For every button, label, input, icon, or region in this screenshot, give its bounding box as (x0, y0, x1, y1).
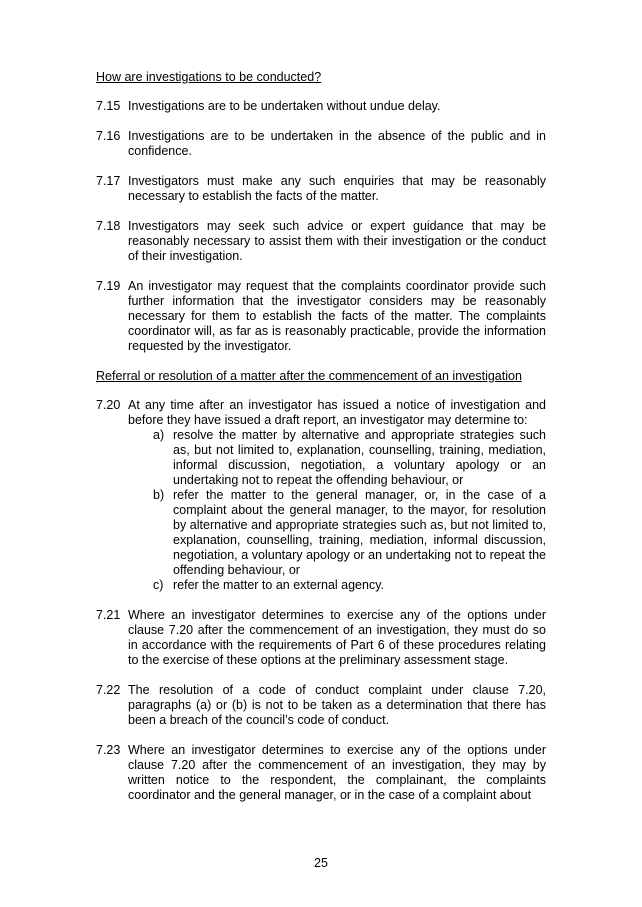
list-marker: a) (153, 428, 165, 442)
clause-7-17 (96, 174, 546, 204)
clause-text: At any time after an investigator has issued a notice of investigation and before they have issued a draft report, an investigator may determine to: (128, 398, 546, 427)
clause-7-20 (96, 398, 546, 593)
clause-number: 7.22 (96, 683, 121, 697)
clause-number: 7.17 (96, 174, 121, 188)
clause-text: Where an investigator determines to exercise any of the options under clause 7.20 after the commencement of an investigation, they must do so in accordance with the requirements of Part 6 of these procedures relating to the exercise of these options at the preliminary assessment stage. (128, 608, 546, 667)
clause-text: The resolution of a code of conduct complaint under clause 7.20, paragraphs (a) or (b) is not to be taken as a determination that there has been a breach of the council’s code of conduct. (128, 683, 546, 727)
clause-7-21 (96, 608, 546, 668)
clause-7-19 (96, 279, 546, 354)
clause-7-18 (96, 219, 546, 264)
clause-7-15 (96, 99, 546, 114)
clause-number: 7.21 (96, 608, 121, 622)
clause-text: An investigator may request that the complaints coordinator provide such further information that the investigator considers may be reasonably necessary for them to establish the facts of the matter. The complaints coordinator will, as far as is reasonably practicable, provide the information requested by the investigator. (128, 279, 546, 353)
page-number: 25 (314, 856, 328, 870)
list-item (128, 488, 546, 578)
list-item-text: resolve the matter by alternative and appropriate strategies such as, but not limited to, explanation, counselling, training, mediation, informal discussion, negotiation, a voluntary apology or an undertaking not to repeat the offending behaviour, or (173, 428, 546, 487)
clause-text: Where an investigator determines to exercise any of the options under clause 7.20 after the commencement of an investigation, they may by written notice to the respondent, the complainant, the complaints coordinator and the general manager, or in the case of a complaint about (128, 743, 546, 802)
list-marker: c) (153, 578, 164, 592)
clause-text: Investigators must make any such enquiries that may be reasonably necessary to establish the facts of the matter. (128, 174, 546, 203)
clause-number: 7.19 (96, 279, 121, 293)
clause-number: 7.23 (96, 743, 121, 757)
clause-7-16 (96, 129, 546, 159)
clause-text: Investigations are to be undertaken without undue delay. (128, 99, 441, 113)
clause-number: 7.16 (96, 129, 121, 143)
list-item-text: refer the matter to the general manager, or, in the case of a complaint about the general manager, to the mayor, for resolution by alternative and appropriate strategies such as, but not limited to, explanation, counselling, training, mediation, informal discussion, negotiation, a voluntary apology or an undertaking not to repeat the offending behaviour, or (173, 488, 546, 577)
section-heading-referral: Referral or resolution of a matter after the commencement of an investigation (96, 369, 522, 383)
list-marker: b) (153, 488, 165, 502)
list-item (128, 578, 546, 593)
clause-7-22 (96, 683, 546, 728)
clause-7-23 (96, 743, 546, 803)
clause-text: Investigators may seek such advice or expert guidance that may be reasonably necessary to assist them with their investigation or the conduct of their investigation. (128, 219, 546, 263)
clause-number: 7.18 (96, 219, 121, 233)
clause-number: 7.15 (96, 99, 121, 113)
page-content (96, 70, 546, 818)
list-item-text: refer the matter to an external agency. (173, 578, 384, 592)
clause-number: 7.20 (96, 398, 121, 412)
clause-7-20-options (128, 428, 546, 593)
list-item (128, 428, 546, 488)
clause-text: Investigations are to be undertaken in the absence of the public and in confidence. (128, 129, 546, 158)
section-heading-conduct: How are investigations to be conducted? (96, 70, 322, 84)
